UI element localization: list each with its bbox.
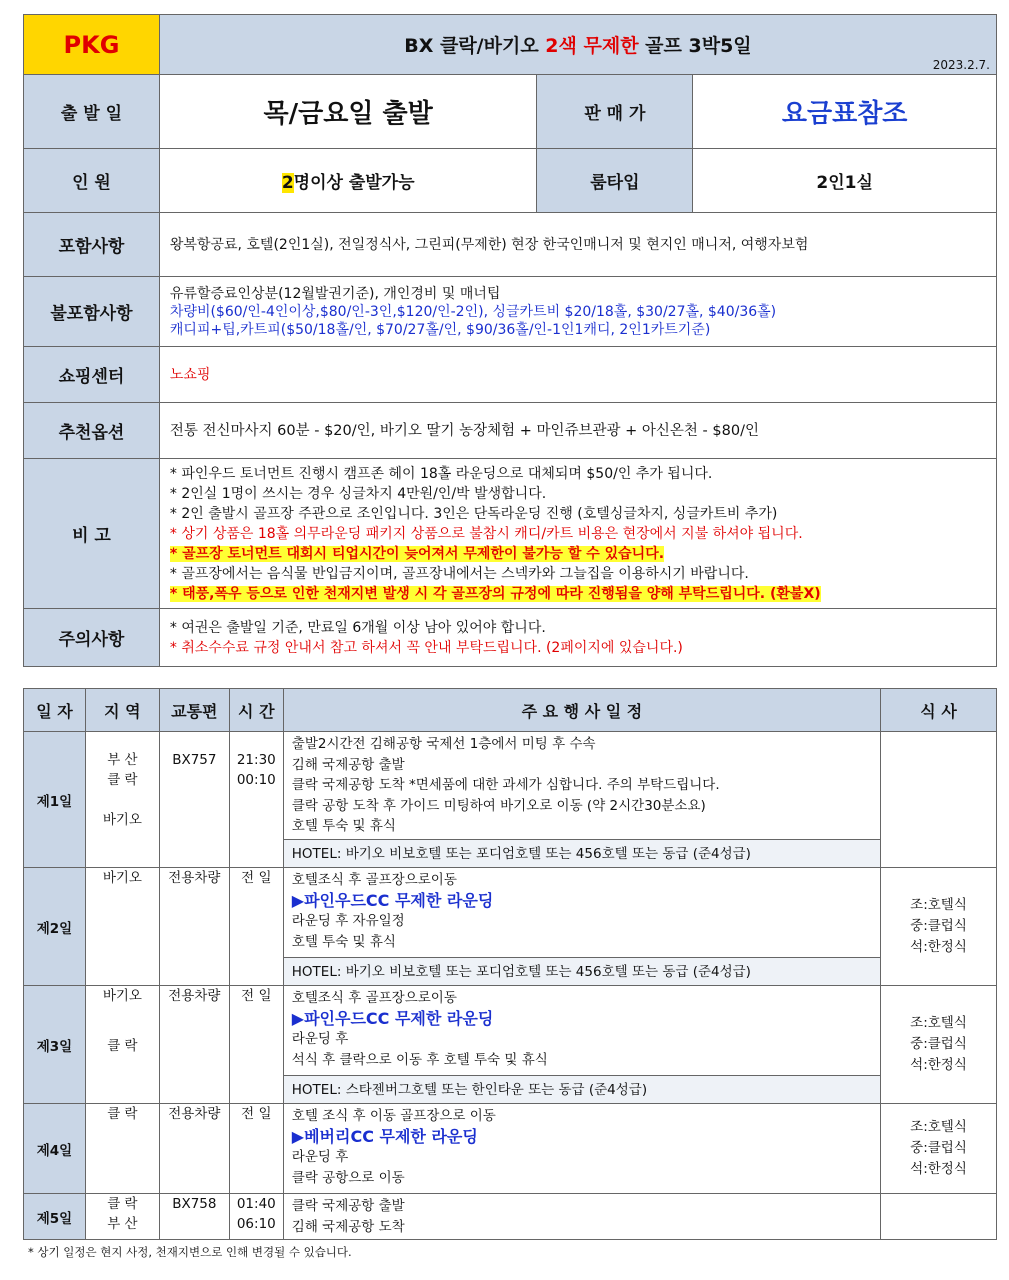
note-line: * 골프장에서는 음식물 반입금지이며, 골프장내에서는 스넥카와 그늘집을 이용하시기 바랍니다. — [169, 565, 749, 582]
people-text: 명이상 출발가능 — [293, 173, 415, 193]
cautions — [159, 609, 996, 667]
package-title — [159, 15, 996, 75]
item: 클락 국제공항 출발 — [291, 1198, 405, 1214]
item: 호텔조식 후 골프장으로이동 — [291, 990, 457, 1006]
footnote: * 상기 일정은 현지 사정, 천재지변으로 인해 변경될 수 있습니다. — [28, 1245, 352, 1259]
day-transport: 전용차량 — [159, 1104, 229, 1194]
day-transport: 전용차량 — [159, 868, 229, 986]
day-time — [229, 732, 283, 868]
day-meal — [881, 1194, 997, 1240]
include-label: 포함사항 — [24, 213, 160, 277]
item: 라운딩 후 — [291, 1031, 349, 1047]
caution-line: * 여권은 출발일 기준, 만료일 6개월 이상 남아 있어야 합니다. — [169, 619, 546, 636]
item: 석식 후 클락으로 이동 후 호텔 투숙 및 휴식 — [291, 1051, 548, 1068]
day-region: 클 락 — [85, 1104, 159, 1194]
room-value: 2인1실 — [693, 149, 997, 213]
note-line-highlight: * 태풍,폭우 등으로 인한 천재지변 발생 시 각 골프장의 규정에 따라 진행됨을 양해 부탁드립니다. (환불X) — [169, 585, 821, 602]
notes — [159, 459, 996, 609]
day-region — [85, 732, 159, 868]
price-label: 판 매 가 — [537, 75, 693, 149]
item: 라운딩 후 자유일정 — [291, 913, 405, 929]
include-value: 왕복항공료, 호텔(2인1실), 전일정식사, 그린피(무제한) 현장 한국인매니저 및 현지인 매니저, 여행자보험 — [159, 213, 996, 277]
day-label: 제1일 — [24, 732, 86, 868]
title-part-a: BX 클락/바기오 — [404, 35, 546, 57]
item: 호텔조식 후 골프장으로이동 — [291, 872, 457, 888]
day-items — [283, 1194, 880, 1240]
region: 클 락 — [107, 1196, 138, 1212]
item: 클락 공항으로 이동 — [291, 1169, 405, 1186]
people-label: 인 원 — [24, 149, 160, 213]
day-meal — [881, 732, 997, 868]
item: 호텔 투숙 및 휴식 — [291, 933, 396, 950]
col-meal: 식 사 — [881, 689, 997, 732]
round-info: ▶파인우드CC 무제한 라운딩 — [291, 1008, 494, 1028]
item: 클락 공항 도착 후 가이드 미팅하여 바기오로 이동 (약 2시간30분소요) — [291, 797, 706, 814]
item: 호텔 투숙 및 휴식 — [291, 818, 396, 834]
day-region — [85, 986, 159, 1104]
day-label: 제5일 — [24, 1194, 86, 1240]
day-region: 바기오 — [85, 868, 159, 986]
exclude-line: 캐디피+팁,카트피($50/18홀/인, $70/27홀/인, $90/36홀/인-1인1캐디, 2인1카트기준) — [169, 321, 711, 338]
meal: 석:한정식 — [910, 1161, 967, 1177]
item: 호텔 조식 후 이동 골프장으로 이동 — [291, 1108, 496, 1124]
day-time: 전 일 — [229, 986, 283, 1104]
item: 라운딩 후 — [291, 1149, 349, 1165]
option-label: 추천옵션 — [24, 403, 160, 459]
exclude-line: 유류할증료인상분(12월발권기준), 개인경비 및 매너팁 — [169, 285, 501, 302]
meal: 중:클럽식 — [910, 918, 967, 934]
day-transport: BX757 — [159, 732, 229, 868]
people-count: 2 — [281, 173, 294, 193]
item: 출발2시간전 김해공항 국제선 1층에서 미팅 후 수속 — [291, 736, 596, 752]
meal: 중:클럽식 — [910, 1140, 967, 1156]
col-transport: 교통편 — [159, 689, 229, 732]
day-time — [229, 1194, 283, 1240]
info-table — [23, 14, 997, 667]
region: 바기오 — [102, 812, 142, 828]
pkg-badge: PKG — [24, 15, 160, 75]
depart-label: 출 발 일 — [24, 75, 160, 149]
hotel-info: HOTEL: 바기오 비보호텔 또는 포디엄호텔 또는 456호텔 또는 동급 (준4성급) — [283, 840, 880, 868]
day-items — [283, 868, 880, 958]
note-line: * 2인 출발시 골프장 주관으로 조인입니다. 3인은 단독라운딩 진행 (호텔싱글차지, 싱글카트비 추가) — [169, 505, 778, 522]
note-line: * 파인우드 토너먼트 진행시 캠프존 헤이 18홀 라운딩으로 대체되며 $50/인 추가 됩니다. — [169, 465, 713, 482]
item: 클락 국제공항 도착 *면세품에 대한 과세가 심합니다. 주의 부탁드립니다. — [291, 777, 720, 793]
col-time: 시 간 — [229, 689, 283, 732]
item: 김해 국제공항 도착 — [291, 1218, 405, 1235]
col-day: 일 자 — [24, 689, 86, 732]
hotel-info: HOTEL: 스타젠버그호텔 또는 한인타운 또는 동급 (준4성급) — [283, 1076, 880, 1104]
depart-value: 목/금요일 출발 — [159, 75, 537, 149]
day-label: 제3일 — [24, 986, 86, 1104]
round-info: ▶베버리CC 무제한 라운딩 — [291, 1126, 478, 1146]
region: 부 산 — [107, 1216, 138, 1232]
day-label: 제2일 — [24, 868, 86, 986]
col-itinerary: 주 요 행 사 일 정 — [283, 689, 880, 732]
note-line: * 2인실 1명이 쓰시는 경우 싱글차지 4만원/인/박 발생합니다. — [169, 485, 547, 502]
meal: 석:한정식 — [910, 939, 967, 955]
meal: 조:호텔식 — [910, 897, 967, 913]
time: 21:30 — [236, 752, 276, 768]
day-transport: 전용차량 — [159, 986, 229, 1104]
time: 06:10 — [236, 1216, 276, 1232]
day-items — [283, 1104, 880, 1194]
meal: 조:호텔식 — [910, 1015, 967, 1031]
day-region — [85, 1194, 159, 1240]
title-part-b: 골프 3박5일 — [638, 35, 752, 57]
shop-label: 쇼핑센터 — [24, 347, 160, 403]
people-value — [159, 149, 537, 213]
day-items — [283, 986, 880, 1076]
day-label: 제4일 — [24, 1104, 86, 1194]
meal: 석:한정식 — [910, 1057, 967, 1073]
room-label: 룸타입 — [537, 149, 693, 213]
day-items — [283, 732, 880, 840]
region: 클 락 — [107, 772, 138, 788]
title-highlight: 2색 무제한 — [545, 35, 639, 57]
day-transport: BX758 — [159, 1194, 229, 1240]
doc-date: 2023.2.7. — [932, 58, 990, 72]
meal: 조:호텔식 — [910, 1119, 967, 1135]
time: 00:10 — [236, 772, 276, 788]
day-time: 전 일 — [229, 868, 283, 986]
option-value: 전통 전신마사지 60분 - $20/인, 바기오 딸기 농장체험 + 마인쥬브관광 + 아신온천 - $80/인 — [159, 403, 996, 459]
caution-line: * 취소수수료 규정 안내서 참고 하셔서 꼭 안내 부탁드립니다. (2페이지에 있습니다.) — [169, 639, 683, 656]
day-meal — [881, 868, 997, 986]
round-info: ▶파인우드CC 무제한 라운딩 — [291, 890, 494, 910]
note-line-highlight: * 골프장 토너먼트 대회시 티업시간이 늦어져서 무제한이 불가능 할 수 있습니다. — [169, 545, 665, 562]
region: 클 락 — [107, 1038, 138, 1054]
item: 김해 국제공항 출발 — [291, 756, 405, 773]
day-meal — [881, 1104, 997, 1194]
meal: 중:클럽식 — [910, 1036, 967, 1052]
hotel-info: HOTEL: 바기오 비보호텔 또는 포디엄호텔 또는 456호텔 또는 동급 (준4성급) — [283, 958, 880, 986]
exclude-value — [159, 277, 996, 347]
region: 바기오 — [102, 988, 142, 1004]
region: 부 산 — [107, 752, 138, 768]
exclude-line: 차량비($60/인-4인이상,$80/인-3인,$120/인-2인), 싱글카트비 $20/18홀, $30/27홀, $40/36홀) — [169, 303, 777, 320]
caution-label: 주의사항 — [24, 609, 160, 667]
time: 01:40 — [236, 1196, 276, 1212]
day-meal — [881, 986, 997, 1104]
day-time: 전 일 — [229, 1104, 283, 1194]
price-value: 요금표참조 — [693, 75, 997, 149]
shop-value: 노쇼핑 — [159, 347, 996, 403]
exclude-label: 불포함사항 — [24, 277, 160, 347]
col-region: 지 역 — [85, 689, 159, 732]
note-label: 비 고 — [24, 459, 160, 609]
note-line: * 상기 상품은 18홀 의무라운딩 패키지 상품으로 불참시 캐디/카트 비용은 현장에서 지불 하셔야 됩니다. — [169, 525, 803, 542]
schedule-table — [23, 688, 997, 1240]
